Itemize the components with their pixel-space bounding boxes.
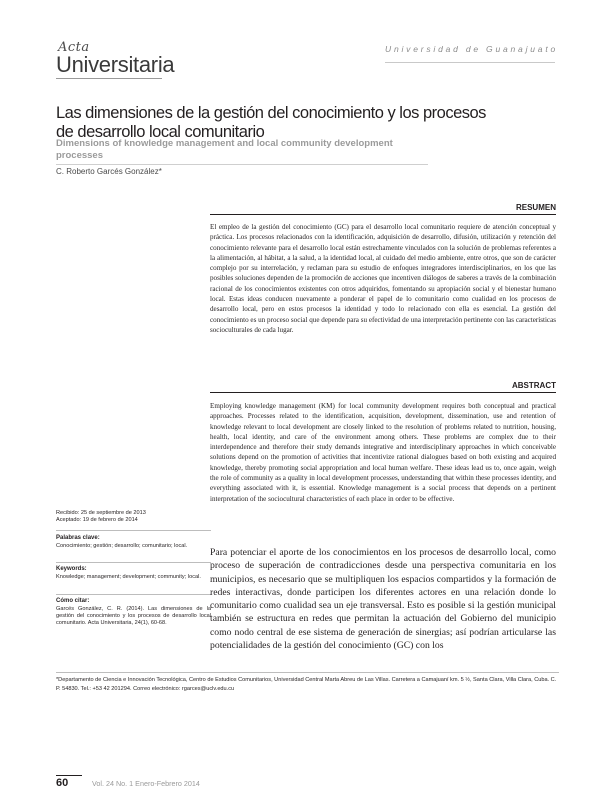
- article-title: Las dimensiones de la gestión del conocimiento y los procesos de desarrollo local comunitario: [56, 104, 486, 141]
- keywords-en: Knowledge; management; development; community; local.: [56, 574, 201, 580]
- citation: Garcés González, C. R. (2014). Las dimensiones de la gestión del conocimiento y los procesos de desarrollo local comunitario. Acta Universitaria, 24(1), 60-68.: [56, 606, 211, 627]
- author-affiliation: *Departamento de Ciencia e Innovación Tecnológica, Centro de Estudios Comunitarios, Universidad Central Marta Abreu de Las Villas. Carretera a Camajuaní km. 5 ½, Santa Clara, Villa Clara, Cuba. C. P. 54830. Tel.: +53 42 201294. Correo electrónico: rgarces@uclv.edu.cu: [56, 677, 557, 692]
- keywords-es: Conocimiento; gestión; desarrollo; comunitario; local.: [56, 543, 188, 549]
- resumen-heading: RESUMEN: [515, 203, 556, 212]
- article-subtitle: Dimensions of knowledge management and local community development processes: [56, 138, 393, 161]
- logo-divider: [56, 78, 162, 79]
- header-divider: [385, 62, 555, 63]
- keywords-en-label: Keywords:: [56, 566, 87, 572]
- abstract-heading: ABSTRACT: [512, 381, 556, 390]
- issue-info: Vol. 24 No. 1 Enero-Febrero 2014: [92, 779, 200, 788]
- university-name: Universidad de Guanajuato: [385, 44, 559, 54]
- resumen-text: El empleo de la gestión del conocimiento (GC) para el desarrollo local comunitario requiere de atención conceptual y práctica. Los procesos relacionados con la identificación, adquisición de desarrollo, difusión, utilización y retención del conocimiento relevante para el desarrollo local están estrechamente vinculados con la solución de problemas referentes a la alimentación, al hábitat, a la salud, a la identidad local, al cuidado del medio ambiente, entre otros, que son de carácter complejo por su interrelación, y reclaman para su estudio de enfoques integradores interdisciplinarios, en los que las posibles soluciones dependen de la promoción de acciones que incentiven diálogos de saberes a través de la combinación racional de los conocimientos existentes con otros adquiridos, fomentando su apropiación social y el bienestar humano local. Estas ideas conducen nuevamente a ponderar el papel de lo comunitario como cualidad en los procesos de desarrollo local, pero en estos procesos la identidad y todo lo relacionado con ella es esencial. La gestión del conocimiento es un proceso social que depende para su efectividad de una interpretación pertinente con las características socioculturales de cada lugar.: [210, 223, 556, 334]
- intro-paragraph: Para potenciar el aporte de los conocimientos en los procesos de desarrollo local, como proceso de superación de contradicciones desde una perspectiva comunitaria en los municipios, es necesario que se multipliquen los espacios compartidos y la formación de redes interactivas, donde participen los diferentes actores en una relación donde lo comunitario como cualidad sea un eje transversal. Esto es posible si la gestión municipal también se estructura en redes que permitan la actuación del Gobierno del municipio como nodo central de ese sistema de generación de sinergias; así podrían articularse las potencialidades de la gestión del conocimiento (GC) con los: [210, 547, 556, 651]
- journal-logo-title: Universitaria: [56, 52, 175, 77]
- accepted-date: Aceptado: 19 de febrero de 2014: [56, 517, 138, 523]
- received-date: Recibido: 25 de septiembre de 2013: [56, 510, 146, 516]
- sidebar-divider: [56, 594, 211, 595]
- resumen-divider: [210, 214, 556, 215]
- page-number: 60: [56, 777, 69, 789]
- abstract-text: Employing knowledge management (KM) for local community development requires both conceptual and practical approaches. Processes related to the identification, acquisition, development, dissemination, use and retention of knowledge relevant to local development are closely linked to the resolution of problems related to nutrition, housing, health, local identity, and care of the environment among others. These problems are complex due to their interdependence and therefore their study demands integrative and interdisciplinary approaches in which conceivable solutions depend on the promotion of activities that incentivize rational dialogues based on both existing and acquired knowledge, thereby promoting social appropriation and local human welfare. These ideas lead us to, once again, weigh the role of community as a quality in local development processes, understanding that within these processes identity, and everything associated with it, is essential. Knowledge management is a social process that depends on a pertinent interpretation of the sociocultural characteristics of each place in order to be effective.: [210, 402, 556, 503]
- sidebar-divider: [56, 530, 211, 531]
- journal-logo-acta: Acta: [58, 40, 90, 55]
- footnote-divider: [56, 672, 559, 673]
- article-author: C. Roberto Garcés González*: [56, 167, 162, 176]
- cite-label: Cómo citar:: [56, 598, 90, 604]
- abstract-divider: [210, 392, 556, 393]
- sidebar-divider: [56, 562, 211, 563]
- title-divider: [56, 164, 428, 165]
- page-number-rule: [56, 775, 82, 776]
- keywords-es-label: Palabras clave:: [56, 535, 100, 541]
